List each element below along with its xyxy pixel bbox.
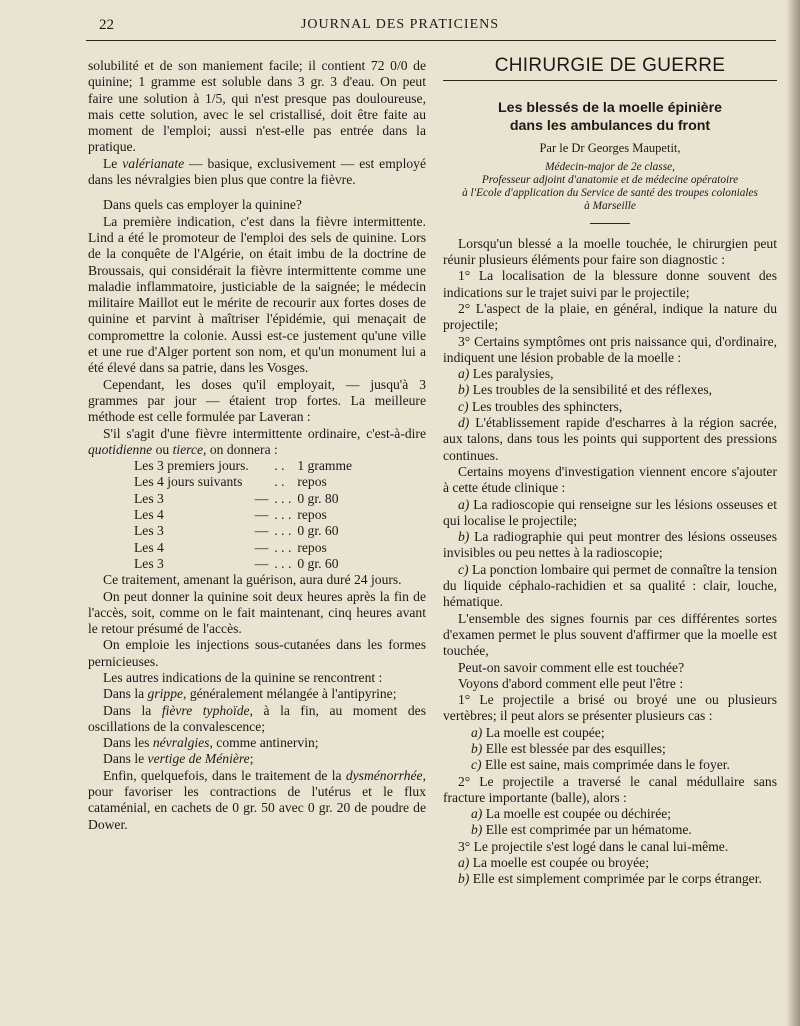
paragraph: Cependant, les doses qu'il employait, — jusqu'à 3 grammes par jour — étaient trop fortes. La meilleure méthode est celle formulée par Laveran : [88, 376, 426, 425]
list-item: a) La moelle est coupée; [471, 724, 605, 740]
paragraph: Certains moyens d'investigation viennent encore s'ajouter à cette étude clinique : [443, 463, 777, 496]
dosing-row: Les 3 — . . . 0 gr. 60 [134, 555, 339, 571]
dosing-row: Les 4 — . . . repos [134, 507, 327, 523]
list-item: c) Elle est saine, mais comprimée dans le foyer. [471, 757, 730, 773]
paragraph: La première indication, c'est dans la fièvre intermittente. Lind a été le promoteur de l'emploi des sels de quinine. Lors de la conquête de l'Algérie, on était imbu de la doctrine de Broussais, qui considérait la fièvre intermittente comme une maladie inflammatoire, justiciable de la saignée; le médecin militaire Maillot eut le mérite de recourir aux fortes doses de quinine et parvint à maîtriser l'épidémie, qui menaçait de compromettre la colonie. Aussi est-ce justement qu'une ville et une rue d'Alger portent son nom, et qu'un monument lui a été élevé dans sa patrie, dans les Vosges. [88, 213, 426, 376]
paragraph: 1° La localisation de la blessure donne souvent des indications sur le trajet suivi par le projectile; [443, 268, 777, 300]
list-item: b) Les troubles de la sensibilité et des réflexes, [458, 382, 713, 398]
paragraph: Dans le vertige de Ménière; [103, 751, 254, 767]
divider [590, 223, 630, 224]
section-rule [443, 80, 777, 81]
dosing-row: Les 4 — . . . repos [134, 539, 327, 555]
paragraph: Dans les névralgies, comme antinervin; [103, 735, 319, 751]
list-item: a) Les paralysies, [458, 366, 554, 382]
section-title: CHIRURGIE DE GUERRE [494, 55, 726, 76]
page-number: 22 [99, 17, 114, 33]
list-item: b) La radiographie qui peut montrer des lésions osseuses invisibles ou peu nettes à la radioscopie; [443, 529, 777, 561]
paragraph: 2° Le projectile a traversé le canal médullaire sans fracture importante (balle), alors : [443, 773, 777, 805]
paragraph: Le valérianate — basique, exclusivement — est employé dans les névralgies bien plus que contre la fièvre. [88, 155, 426, 188]
paragraph: Les autres indications de la quinine se rencontrent : [103, 669, 383, 685]
paragraph: 3° Le projectile s'est logé dans le canal lui-même. [458, 838, 729, 854]
page-header [0, 0, 800, 44]
author-affiliation: Médecin-major de 2e classe, Professeur adjoint d'anatomie et de médecine opératoire à l'Ecole d'application du Service de santé des troupes coloniales à Marseille [462, 160, 758, 213]
paragraph: On emploie les injections sous-cutanées dans les formes pernicieuses. [88, 637, 426, 669]
paragraph: 3° Certains symptômes ont pris naissance qui, d'ordinaire, indiquent une lésion probable de la moelle : [443, 333, 777, 365]
list-item: a) La moelle est coupée ou broyée; [458, 855, 649, 871]
header-rule [86, 40, 776, 41]
paragraph: Ce traitement, amenant la guérison, aura duré 24 jours. [103, 572, 402, 588]
list-item: a) La radioscopie qui renseigne sur les lésions osseuses et qui localise le projectile; [443, 496, 777, 528]
paragraph: On peut donner la quinine soit deux heures après la fin de l'accès, soit, comme on le fait maintenant, cinq heures avant le retour présumé de l'accès. [88, 588, 426, 637]
article-title: Les blessés de la moelle épinière dans les ambulances du front [498, 100, 722, 135]
list-item: d) L'établissement rapide d'escharres à la région sacrée, aux talons, dans tous les points qui supportent des pressions continues. [443, 415, 777, 463]
list-item: c) La ponction lombaire qui permet de connaître la tension du liquide céphalo-rachidien et sa qualité : clair, louche, hématique. [443, 561, 777, 610]
dosing-row: Les 3 — . . . 0 gr. 60 [134, 523, 339, 539]
paragraph: Dans la fièvre typhoïde, à la fin, au moment des oscillations de la convalescence; [88, 702, 426, 734]
dosing-table [134, 458, 358, 572]
paragraph: Peut-on savoir comment elle est touchée? [458, 659, 685, 675]
list-item: b) Elle est simplement comprimée par le corps étranger. [458, 871, 762, 887]
page-edge-shadow [786, 0, 800, 1026]
paragraph: Enfin, quelquefois, dans le traitement de la dysménorrhée, pour favoriser les contractions de l'utérus et le flux cataménial, en cachets de 0 gr. 50 avec 0 gr. 20 de poudre de Dower. [88, 767, 426, 832]
left-column [88, 58, 426, 833]
paragraph: L'ensemble des signes fournis par ces différentes sortes d'examen permet le plus souvent d'affirmer que la moelle est touchée, [443, 610, 777, 659]
paragraph: 2° L'aspect de la plaie, en général, indique la nature du projectile; [443, 300, 777, 333]
journal-title: JOURNAL DES PRATICIENS [300, 17, 500, 32]
paragraph: S'il s'agit d'une fièvre intermittente ordinaire, c'est-à-dire quotidienne ou tierce, on donnera : [88, 425, 426, 457]
list-item: b) Elle est comprimée par un hématome. [471, 822, 692, 838]
paragraph: Dans quels cas employer la quinine? [103, 197, 302, 213]
paragraph: solubilité et de son maniement facile; il contient 72 0/0 de quinine; 1 gramme est soluble dans 3 gr. 3 d'eau. On peut faire une solution à 1/5, qui n'est presque pas douloureuse, mais cette solution, avec le sel cristallisé, doit être faite au moment de l'emploi; aussi n'est-elle pas entrée dans la pratique. [88, 58, 426, 155]
list-item: a) La moelle est coupée ou déchirée; [471, 806, 672, 822]
list-item: c) Les troubles des sphincters, [458, 398, 623, 414]
dosing-row: Les 4 jours suivants . . repos [134, 474, 327, 490]
paragraph: Dans la grippe, généralement mélangée à l'antipyrine; [103, 686, 397, 702]
right-column [443, 55, 777, 888]
list-item: b) Elle est blessée par des esquilles; [471, 740, 666, 756]
paragraph: Voyons d'abord comment elle peut l'être : [458, 675, 684, 691]
paragraph: Lorsqu'un blessé a la moelle touchée, le chirurgien peut réunir plusieurs éléments pour faire son diagnostic : [443, 235, 777, 268]
dosing-row: Les 3 — . . . 0 gr. 80 [134, 490, 339, 506]
dosing-row: Les 3 premiers jours. . . 1 gramme [134, 458, 353, 474]
paragraph: 1° Le projectile a brisé ou broyé une ou plusieurs vertèbres; il peut alors se présenter plusieurs cas : [443, 692, 777, 724]
article-byline: Par le Dr Georges Maupetit, [539, 141, 681, 156]
